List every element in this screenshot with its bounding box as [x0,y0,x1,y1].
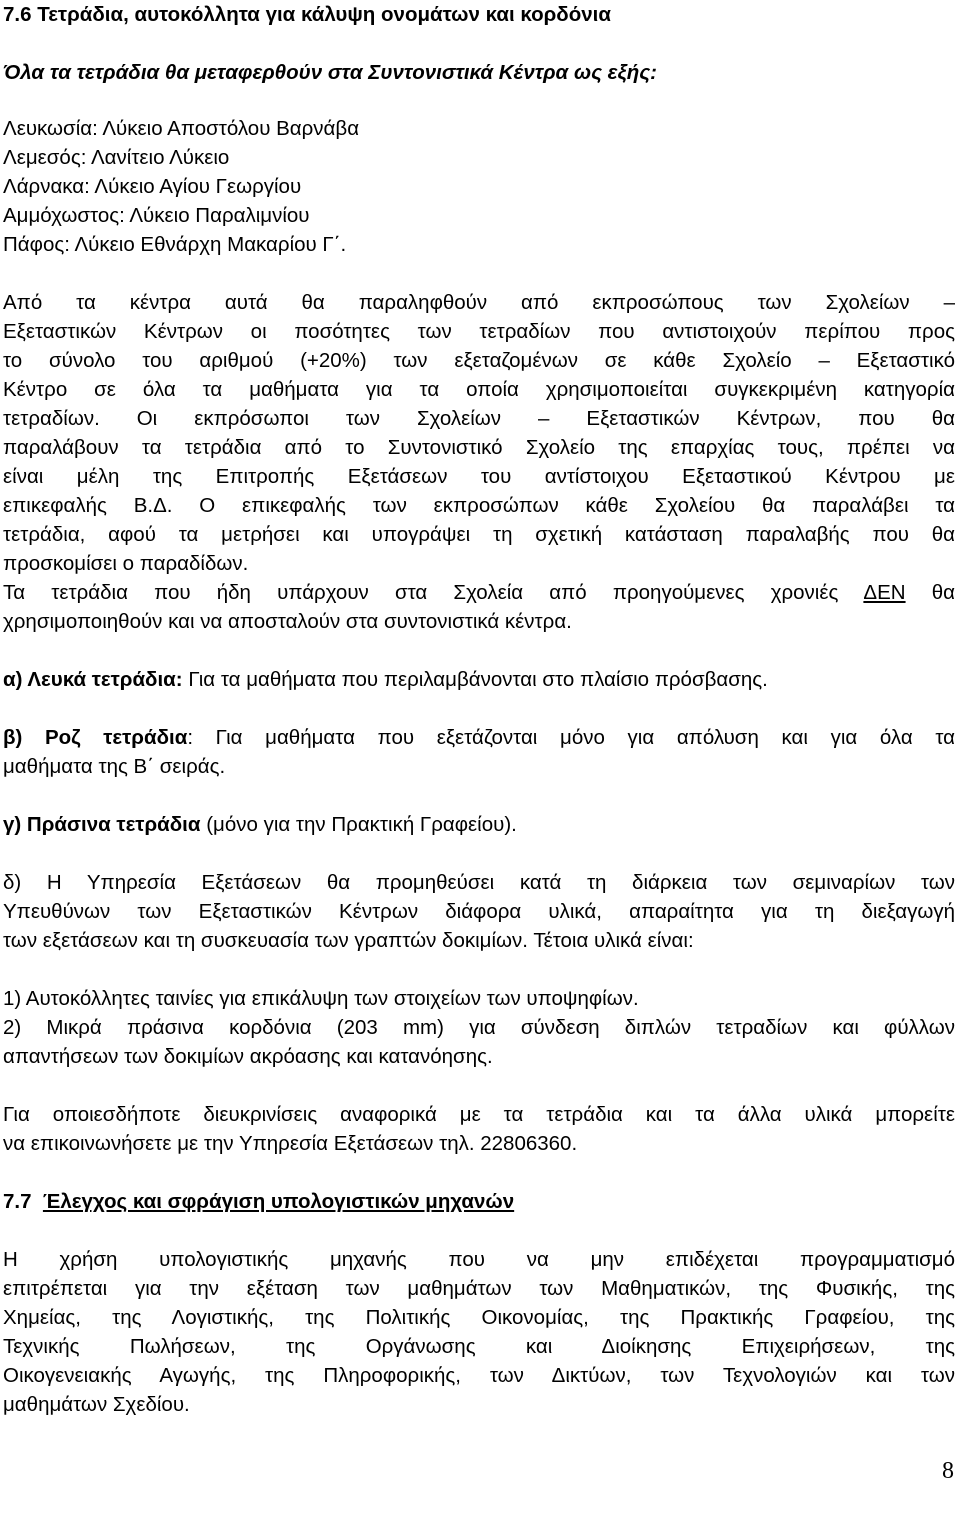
section-heading-7-6: 7.6 Τετράδια, αυτοκόλλητα για κάλυψη ονομάτων και κορδόνια [3,3,611,26]
calculator-line: Τεχνικής Πωλήσεων, της Οργάνωσης και Διοίκησης Επιχειρήσεων, της [3,1335,955,1358]
section-heading-7-7 [3,1189,514,1215]
distribution-subheading: Όλα τα τετράδια θα μεταφερθούν στα Συντονιστικά Κέντρα ως εξής: [3,61,657,84]
para1-line: παραλάβουν τα τετράδια από το Συντονιστικό Σχολείο της επαρχίας τους, πρέπει να [3,436,955,459]
para1-line: Κέντρο σε όλα τα μαθήματα για τα οποία χρησιμοποιείται συγκεκριμένη κατηγορία [3,378,955,401]
para1-line: τετραδίων. Οι εκπρόσωποι των Σχολείων – Εξεταστικών Κέντρων, που θα [3,407,955,430]
centre-limassol: Λεμεσός: Λανίτειο Λύκειο [3,146,230,169]
item-a-label: α) Λευκά τετράδια: [3,668,183,691]
para2-line [3,580,955,606]
calculator-line: Οικογενειακής Αγωγής, της Πληροφορικής, των Δικτύων, των Τεχνολογιών και των [3,1364,955,1387]
calculator-line: μαθημάτων Σχεδίου. [3,1393,190,1416]
para1-line: Από τα κέντρα αυτά θα παραληφθούν από εκπροσώπους των Σχολείων – [3,291,955,314]
centre-famagusta: Αμμόχωστος: Λύκειο Παραλιμνίου [3,204,310,227]
para2-emphasis: ΔΕΝ [863,581,906,604]
material-cords-cont: απαντήσεων των δοκιμίων ακρόασης και κατανόησης. [3,1045,493,1068]
contact-line: να επικοινωνήσετε με την Υπηρεσία Εξετάσεων τηλ. 22806360. [3,1132,578,1155]
item-b-text: : Για μαθήματα που εξετάζονται μόνο για απόλυση και για όλα τα [187,726,955,749]
para2-end: θα [931,581,955,604]
section-number: 7.7 [3,1190,32,1213]
item-b-label: β) Ροζ τετράδια [3,726,188,749]
material-tapes: 1) Αυτοκόλλητες ταινίες για επικάλυψη των στοιχείων των υποψηφίων. [3,987,639,1010]
item-a-text: Για τα μαθήματα που περιλαμβάνονται στο πλαίσιο πρόσβασης. [188,668,768,691]
item-d-line: δ) Η Υπηρεσία Εξετάσεων θα προμηθεύσει κατά τη διάρκεια των σεμιναρίων των [3,871,955,894]
item-c-text: (μόνο για την Πρακτική Γραφείου). [206,813,517,836]
item-b-line2: μαθήματα της Β΄ σειράς. [3,755,226,778]
para2-line: χρησιμοποιηθούν και να αποσταλούν στα συντονιστικά κέντρα. [3,610,572,633]
para1-line: τετράδια, αφού τα μετρήσει και υπογράψει τη σχετική κατάσταση παραλαβής που θα [3,523,955,546]
para1-line: το σύνολο του αριθμού (+20%) των εξεταζομένων σε κάθε Σχολείο – Εξεταστικό [3,349,955,372]
page-number: 8 [942,1458,954,1484]
item-d-line: των εξετάσεων και τη συσκευασία των γραπτών δοκιμίων. Τέτοια υλικά είναι: [3,929,694,952]
centre-larnaca: Λάρνακα: Λύκειο Αγίου Γεωργίου [3,175,302,198]
item-d-line: Υπευθύνων των Εξεταστικών Κέντρων διάφορα υλικά, απαραίτητα για τη διεξαγωγή [3,900,955,923]
calculator-line: επιτρέπεται για την εξέταση των μαθημάτων των Μαθηματικών, της Φυσικής, της [3,1277,955,1300]
item-pink-notebooks [3,725,955,751]
section-title: Έλεγχος και σφράγιση υπολογιστικών μηχανών [42,1190,515,1213]
para1-line: προσκομίσει ο παραδίδων. [3,552,249,575]
item-white-notebooks [3,667,768,693]
centre-nicosia: Λευκωσία: Λύκειο Αποστόλου Βαρνάβα [3,117,360,140]
item-c-label: γ) Πράσινα τετράδια [3,813,201,836]
item-green-notebooks [3,812,517,838]
contact-line: Για οποιεσδήποτε διευκρινίσεις αναφορικά με τα τετράδια και τα άλλα υλικά μπορείτε [3,1103,955,1126]
para2-start: Τα τετράδια που ήδη υπάρχουν στα Σχολεία από προηγούμενες χρονιές [3,581,839,604]
calculator-line: Η χρήση υπολογιστικής μηχανής που να μην επιδέχεται προγραμματισμό [3,1248,955,1271]
material-cords: 2) Μικρά πράσινα κορδόνια (203 mm) για σύνδεση διπλών τετραδίων και φύλλων [3,1016,955,1039]
para1-line: επικεφαλής Β.Δ. Ο επικεφαλής των εκπροσώπων κάθε Σχολείου θα παραλάβει τα [3,494,955,517]
centre-paphos: Πάφος: Λύκειο Εθνάρχη Μακαρίου Γ΄. [3,233,347,256]
calculator-line: Χημείας, της Λογιστικής, της Πολιτικής Οικονομίας, της Πρακτικής Γραφείου, της [3,1306,955,1329]
para1-line: είναι μέλη της Επιτροπής Εξετάσεων του αντίστοιχου Εξεταστικού Κέντρου με [3,465,955,488]
para1-line: Εξεταστικών Κέντρων οι ποσότητες των τετραδίων που αντιστοιχούν περίπου προς [3,320,955,343]
